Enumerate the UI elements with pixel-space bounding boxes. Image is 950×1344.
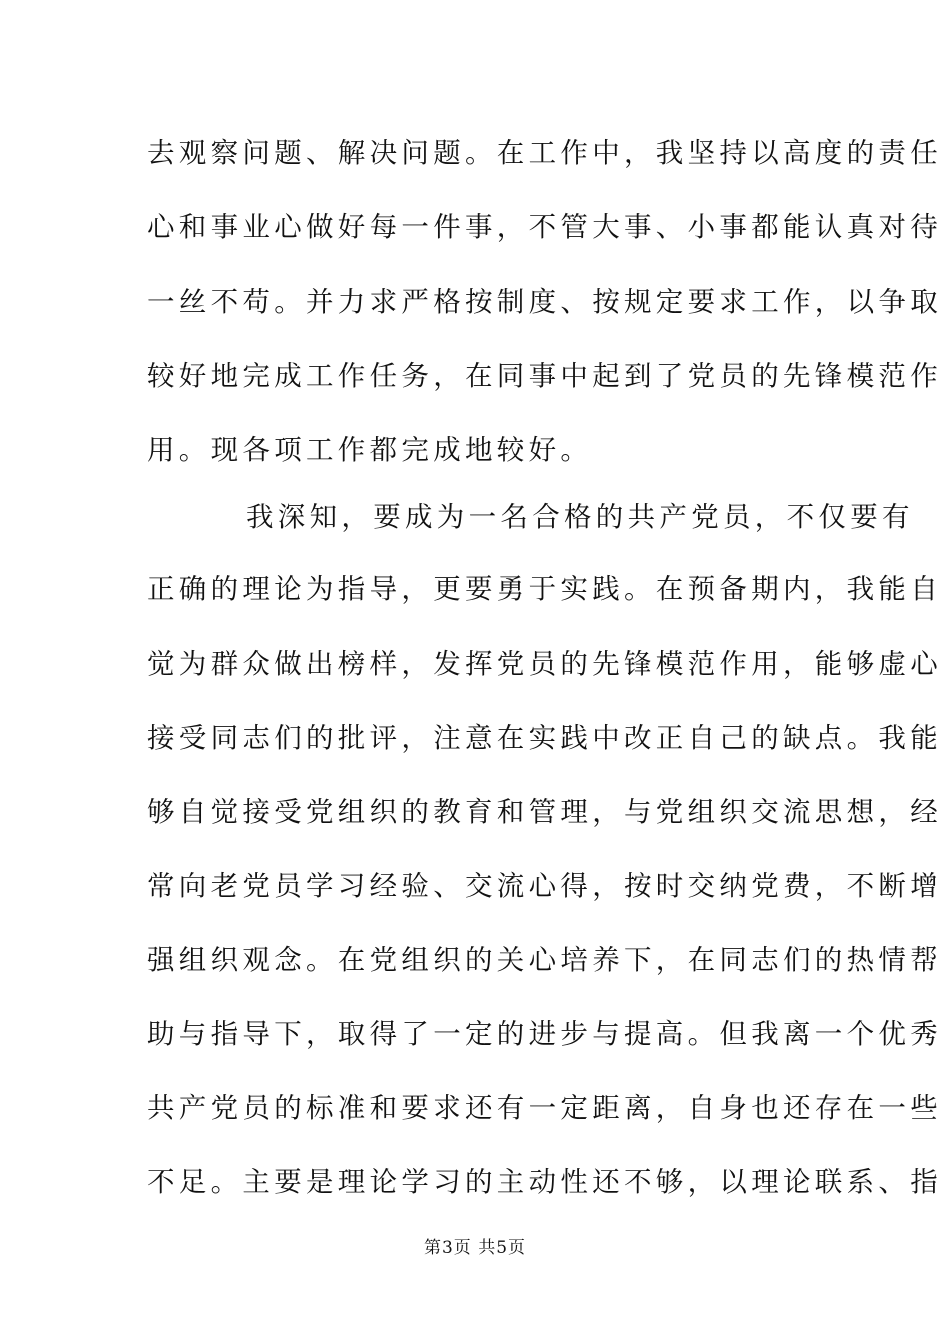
text-line: 常向老党员学习经验、交流心得，按时交纳党费，不断增 (147, 870, 942, 902)
text-line: 较好地完成工作任务，在同事中起到了党员的先锋模范作 (147, 360, 942, 392)
text-line: 接受同志们的批评，注意在实践中改正自己的缺点。我能 (147, 722, 942, 754)
text-line: 觉为群众做出榜样，发挥党员的先锋模范作用，能够虚心 (147, 648, 942, 680)
text-line: 用。现各项工作都完成地较好。 (147, 434, 593, 466)
text-line: 共产党员的标准和要求还有一定距离，自身也还存在一些 (147, 1092, 942, 1124)
text-line: 不足。主要是理论学习的主动性还不够，以理论联系、指 (147, 1166, 942, 1198)
text-line: 正确的理论为指导，更要勇于实践。在预备期内，我能自 (147, 573, 942, 605)
text-line: 够自觉接受党组织的教育和管理，与党组织交流思想，经 (147, 796, 942, 828)
text-line: 心和事业心做好每一件事，不管大事、小事都能认真对待 (147, 211, 942, 243)
paragraph-first-line: 我深知，要成为一名合格的共产党员，不仅要有 (246, 501, 914, 533)
text-line: 一丝不苟。并力求严格按制度、按规定要求工作，以争取 (147, 286, 942, 318)
text-line: 强组织观念。在党组织的关心培养下，在同志们的热情帮 (147, 944, 942, 976)
text-line: 助与指导下，取得了一定的进步与提高。但我离一个优秀 (147, 1018, 942, 1050)
text-line: 去观察问题、解决问题。在工作中，我坚持以高度的责任 (147, 137, 942, 169)
page-number: 第3页 共5页 (423, 1238, 527, 1258)
